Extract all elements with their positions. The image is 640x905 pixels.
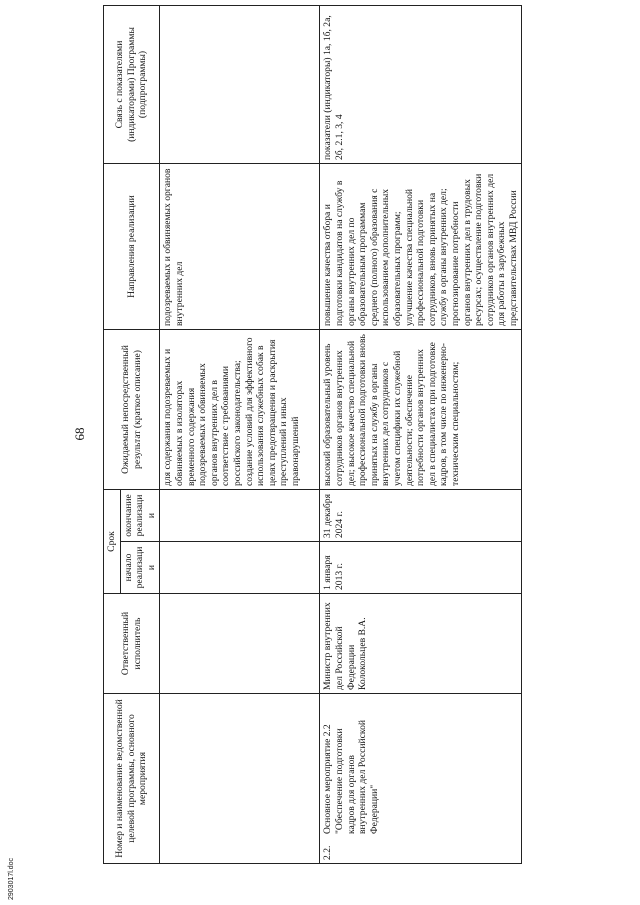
row-executor: [160, 594, 320, 694]
header-start: начало реализации: [120, 542, 160, 594]
row-end: 31 декабря 2024 г.: [320, 490, 522, 542]
header-term: Срок: [104, 490, 121, 594]
footer-file-name: [8, 857, 68, 902]
row-result: для содержания подозреваемых и обвиняемых в изоляторах временного содержания подозреваемых и обвиняемых органов внутренних дел в соответствие с требованиями российского законодательства; создание условий для эффективного использования служебных собак в целях предотвращения и раскрытия преступлений и иных правонарушений: [160, 330, 320, 490]
table-row: [320, 6, 522, 864]
header-link: Связь с показателями (индикаторами) Программы (подпрограммы): [104, 6, 160, 164]
header-end: окончание реализации: [120, 490, 160, 542]
header-result: Ожидаемый непосредственный результат (краткое описание): [104, 330, 160, 490]
row-direction: повышение качества отбора и подготовки кандидатов на службу в органы внутренних дел по образовательным программам среднего (полного) образования с использованием дополнительных образовательных программ; улучшение качества специальной профессиональной подготовки сотрудников, вновь принятых на службу в органы внутренних дел; прогнозирование потребности органов внутренних дел в трудовых ресурсах; осуществление подготовки сотрудников органов внутренних дел для работы в зарубежных представительствах МВД России: [320, 164, 522, 330]
rotated-table-frame: [65, 4, 640, 864]
row-link: показатели (индикаторы) 1а, 1б, 2а, 2б, 2.1, 3, 4: [320, 6, 522, 164]
footer-file-text: 2903017l.doc: [8, 857, 15, 900]
row-executor: Министр внутренних дел Российской Федерации Колокольцев В.А.: [320, 594, 522, 694]
row-direction: подозреваемых и обвиняемых органов внутренних дел: [160, 164, 320, 330]
header-direction: Направления реализации: [104, 164, 160, 330]
program-table: [103, 5, 522, 864]
row-title-cell: [160, 694, 320, 864]
table-row: [160, 6, 320, 864]
row-title-cell: [320, 694, 522, 864]
header-executor: Ответственный исполнитель: [104, 594, 160, 694]
row-number: 2.2.: [322, 845, 334, 860]
row-start: [160, 542, 320, 594]
row-start: 1 января 2013 г.: [320, 542, 522, 594]
row-title: Основное мероприятие 2.2 "Обеспечение подготовки кадров для органов внутренних дел Российской Федерации": [322, 719, 380, 834]
header-number-title: Номер и наименование ведомственной целевой программы, основного мероприятия: [104, 694, 160, 864]
row-link: [160, 6, 320, 164]
page-number: 68: [72, 427, 87, 441]
row-end: [160, 490, 320, 542]
row-result: высокий образовательный уровень сотрудников органов внутренних дел; высокое качество специальной профессиональной подготовки вновь принятых на службу в органы внутренних дел сотрудников с учетом специфики их служебной деятельности; обеспечение потребности органов внутренних дел в специалистах при подготовке кадров, в том числе по инженерно-техническим специальностям;: [320, 330, 522, 490]
table-header-row: [104, 6, 121, 864]
